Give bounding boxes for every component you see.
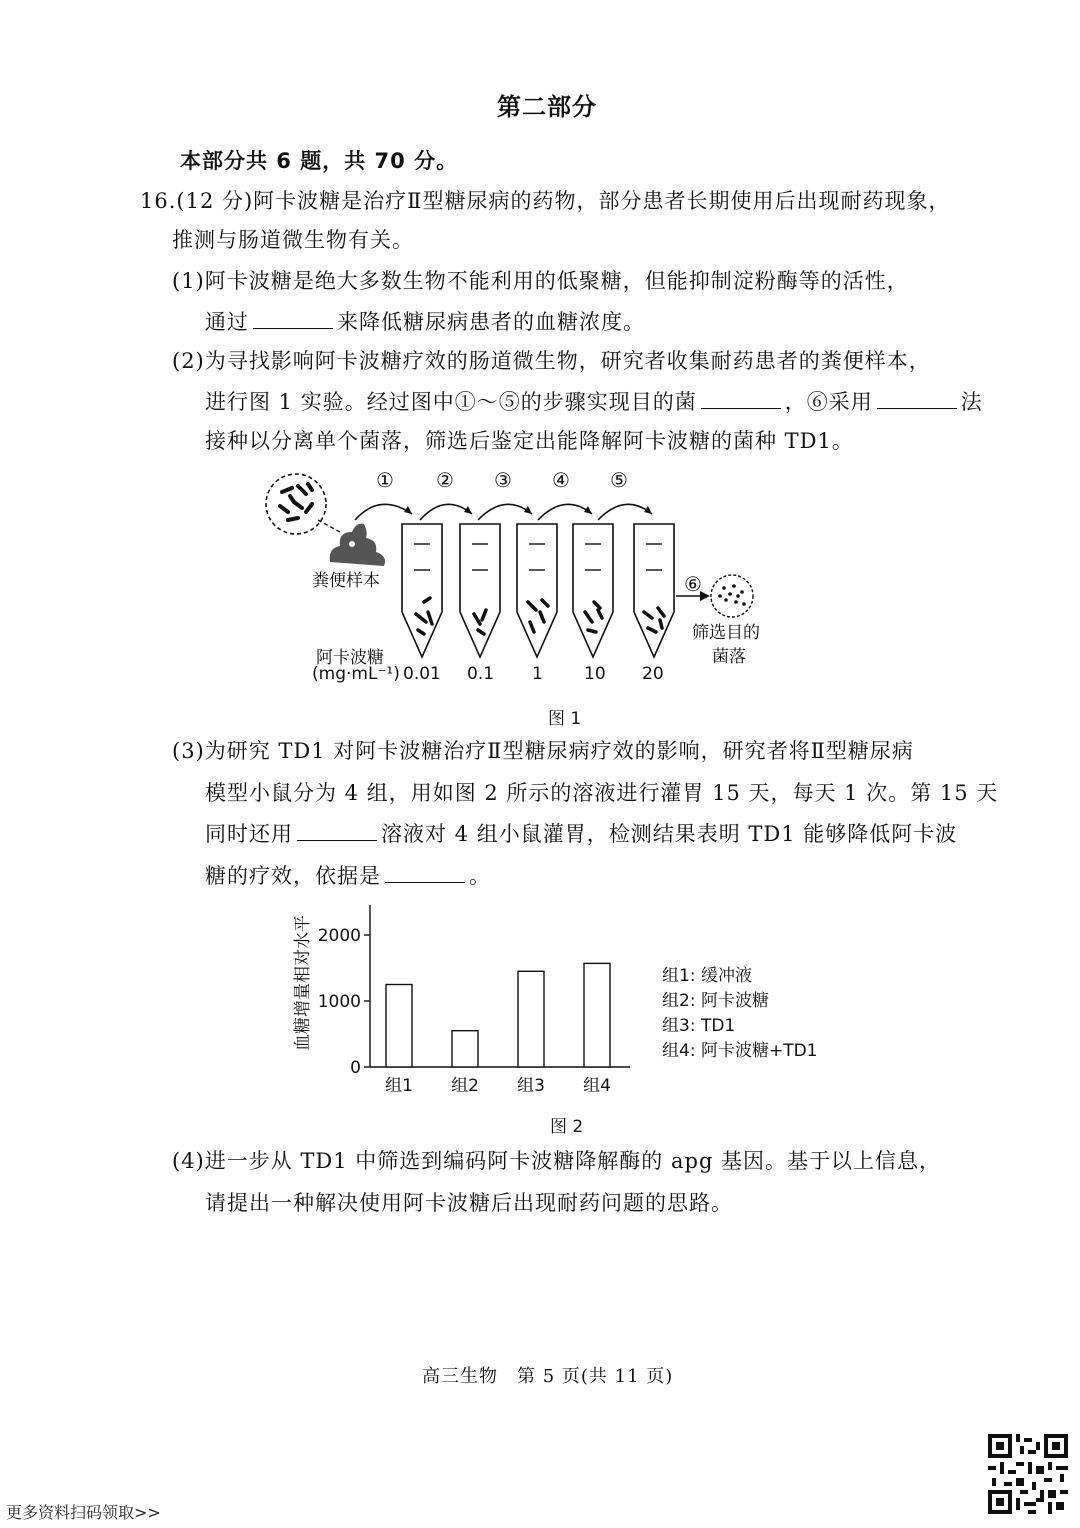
q16-stem-line2: 推测与肠道微生物有关。 <box>172 228 414 252</box>
q16-part3-line1: (3)为研究 TD1 对阿卡波糖治疗Ⅱ型糖尿病疗效的影响，研究者将Ⅱ型糖尿病 <box>172 739 914 763</box>
q16-part4-line1: (4)进一步从 TD1 中筛选到编码阿卡波糖降解酶的 apg 基因。基于以上信息， <box>172 1149 942 1173</box>
y-tick-label: 0 <box>350 1058 361 1078</box>
legend-entry: 组4: 阿卡波糖+TD1 <box>662 1041 818 1061</box>
x-tick-label: 组4 <box>583 1076 611 1096</box>
step-3-label: ③ <box>494 468 512 492</box>
step-4-label: ④ <box>552 468 570 492</box>
step-2-label: ② <box>436 468 454 492</box>
fecal-sample-icon <box>330 524 385 566</box>
bar-2 <box>452 1031 478 1067</box>
legend-entry: 组3: TD1 <box>662 1016 736 1036</box>
bacteria-cluster <box>280 484 312 520</box>
answer-blank-4[interactable] <box>297 818 377 841</box>
qr-prompt-link[interactable]: 更多资料扫码领取>> <box>6 1503 161 1522</box>
q16-stem-line1: 16.(12 分)阿卡波糖是治疗Ⅱ型糖尿病的药物，部分患者长期使用后出现耐药现象， <box>140 189 951 213</box>
q16-part2-line1: (2)为寻找影响阿卡波糖疗效的肠道微生物，研究者收集耐药患者的粪便样本， <box>172 349 931 373</box>
q16-part3-line3 <box>205 818 957 849</box>
p2-text-a: 进行图 1 实验。经过图中①～⑤的步骤实现目的菌 <box>205 390 697 414</box>
answer-blank-3[interactable] <box>877 386 957 409</box>
q16-part1-line1: (1)阿卡波糖是绝大多数生物不能利用的低聚糖，但能抑制淀粉酶等的活性， <box>172 269 909 293</box>
conc-tube-4: 10 <box>584 664 606 684</box>
figure2-bar-chart <box>290 895 850 1110</box>
p3-text-b: 溶液对 4 组小鼠灌胃，检测结果表明 TD1 能够降低阿卡波 <box>381 822 958 846</box>
bar-1 <box>386 985 412 1068</box>
p3-text-d: 。 <box>469 864 491 888</box>
figure1-caption: 图 1 <box>548 709 582 729</box>
y-tick-label: 1000 <box>317 992 361 1012</box>
step-6-label: ⑥ <box>684 572 702 596</box>
conc-tube-1: 0.01 <box>403 664 441 684</box>
q16-part1-line2 <box>205 306 645 337</box>
figure2-caption: 图 2 <box>550 1117 584 1137</box>
answer-blank-2[interactable] <box>701 386 781 409</box>
q16-part2-line3: 接种以分离单个菌落，筛选后鉴定出能降解阿卡波糖的菌种 TD1。 <box>205 429 854 453</box>
fecal-sample-label: 粪便样本 <box>312 571 380 591</box>
legend-entry: 组1: 缓冲液 <box>662 966 752 986</box>
conc-tube-3: 1 <box>532 664 543 684</box>
step-arrows <box>355 504 652 520</box>
p3-text-a: 同时还用 <box>205 822 293 846</box>
answer-blank-5[interactable] <box>385 860 465 883</box>
step-1-label: ① <box>376 468 394 492</box>
q16-part2-line2 <box>205 386 983 417</box>
x-tick-label: 组2 <box>451 1076 479 1096</box>
p1-text-b: 来降低糖尿病患者的血糖浓度。 <box>337 310 645 334</box>
bar-4 <box>584 963 610 1067</box>
p2-text-c: 法 <box>960 390 983 414</box>
q16-part4-line2: 请提出一种解决使用阿卡波糖后出现耐药问题的思路。 <box>205 1191 733 1215</box>
target-colony-label-1: 筛选目的 <box>692 623 760 643</box>
p3-text-c: 糖的疗效，依据是 <box>205 864 381 888</box>
chart-y-axis-label: 血糖增量相对水平 <box>293 915 313 1051</box>
p1-text-a: 通过 <box>205 310 249 334</box>
conc-tube-2: 0.1 <box>467 664 495 684</box>
answer-blank-1[interactable] <box>253 306 333 329</box>
qr-code-image[interactable] <box>988 1434 1068 1514</box>
y-tick-label: 2000 <box>317 926 361 946</box>
conc-unit-label: (mg·mL⁻¹) <box>312 664 400 684</box>
x-tick-label: 组1 <box>385 1076 413 1096</box>
target-colony-label-2: 菌落 <box>712 647 746 667</box>
legend-entry: 组2: 阿卡波糖 <box>662 991 769 1011</box>
colony-plate <box>711 575 753 617</box>
section-title: 第二部分 <box>497 93 597 121</box>
section-intro: 本部分共 6 题，共 70 分。 <box>180 149 459 173</box>
conc-tube-5: 20 <box>642 664 664 684</box>
q16-part3-line2: 模型小鼠分为 4 组，用如图 2 所示的溶液进行灌胃 15 天，每天 1 次。第 15 天 <box>205 781 999 805</box>
acarbose-conc-label: 阿卡波糖 <box>316 648 384 668</box>
step-5-label: ⑤ <box>610 468 628 492</box>
bar-3 <box>518 971 544 1067</box>
p2-text-b: ，⑥采用 <box>784 390 873 414</box>
x-tick-label: 组3 <box>517 1076 545 1096</box>
q16-part3-line4 <box>205 860 491 891</box>
page-footer: 高三生物 第 5 页(共 11 页) <box>422 1366 674 1387</box>
